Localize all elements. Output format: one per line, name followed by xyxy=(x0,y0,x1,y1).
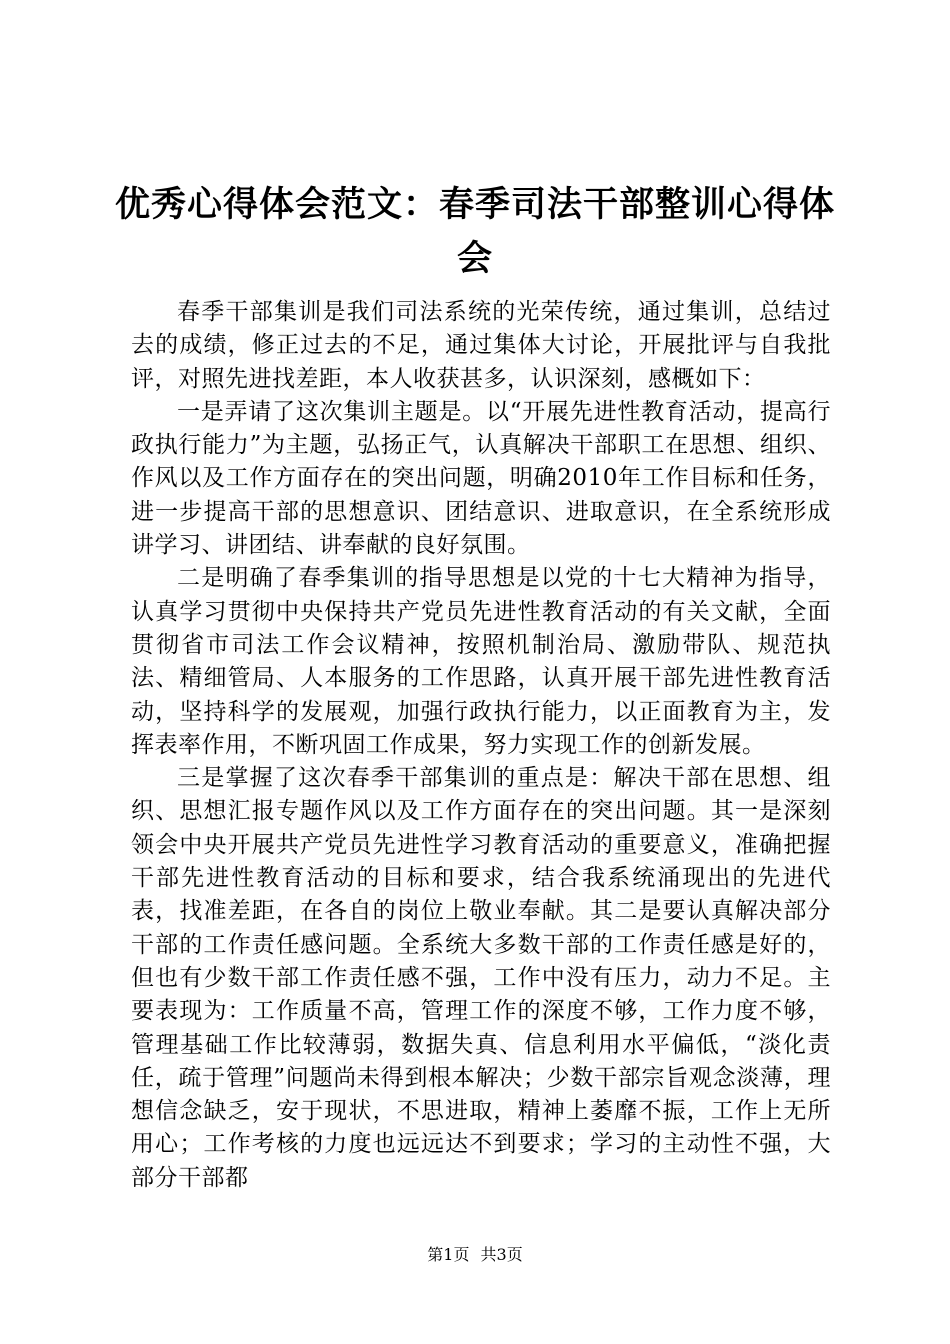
paragraph-intro: 春季干部集训是我们司法系统的光荣传统，通过集训，总结过去的成绩，修正过去的不足，通过集体大讨论，开展批评与自我批评，对照先进找差距，本人收获甚多，认识深刻，感概如下： xyxy=(131,299,831,392)
paragraph-point-one: 一是弄请了这次集训主题是。以“开展先进性教育活动，提高行政执行能力”为主题，弘扬正气，认真解决干部职工在思想、组织、作风以及工作方面存在的突出问题，明确2010年工作目标和任务，进一步提高干部的思想意识、团结意识、进取意识，在全系统形成讲学习、讲团结、讲奉献的良好氛围。 xyxy=(131,398,831,559)
page-number: 第1页 xyxy=(427,1245,470,1264)
page-footer xyxy=(0,1244,950,1266)
page-total: 共3页 xyxy=(480,1245,523,1264)
paragraph-point-three: 三是掌握了这次春季干部集训的重点是：解决干部在思想、组织、思想汇报专题作风以及工作方面存在的突出问题。其一是深刻领会中央开展共产党员先进性学习教育活动的重要意义，准确把握干部先进性教育活动的目标和要求，结合我系统涌现出的先进代表，找准差距，在各自的岗位上敬业奉献。其二是要认真解决部分干部的工作责任感问题。全系统大多数干部的工作责任感是好的，但也有少数干部工作责任感不强，工作中没有压力，动力不足。主要表现为：工作质量不高，管理工作的深度不够，工作力度不够，管理基础工作比较薄弱，数据失真、信息利用水平偏低，“淡化责任，疏于管理”问题尚未得到根本解决；少数干部宗旨观念淡薄，理想信念缺乏，安于现状，不思进取，精神上萎靡不振，工作上无所用心；工作考核的力度也远远达不到要求；学习的主动性不强，大部分干部都 xyxy=(131,765,831,1191)
paragraph-point-two: 二是明确了春季集训的指导思想是以党的十七大精神为指导，认真学习贯彻中央保持共产党员先进性教育活动的有关文献，全面贯彻省市司法工作会议精神，按照机制治局、激励带队、规范执法、精细管局、人本服务的工作思路，认真开展干部先进性教育活动，坚持科学的发展观，加强行政执行能力，以正面教育为主，发挥表率作用，不断巩固工作成果，努力实现工作的创新发展。 xyxy=(131,565,831,758)
document-title: 优秀心得体会范文：春季司法干部整训心得体会 xyxy=(115,185,836,279)
document-body xyxy=(131,296,831,1195)
